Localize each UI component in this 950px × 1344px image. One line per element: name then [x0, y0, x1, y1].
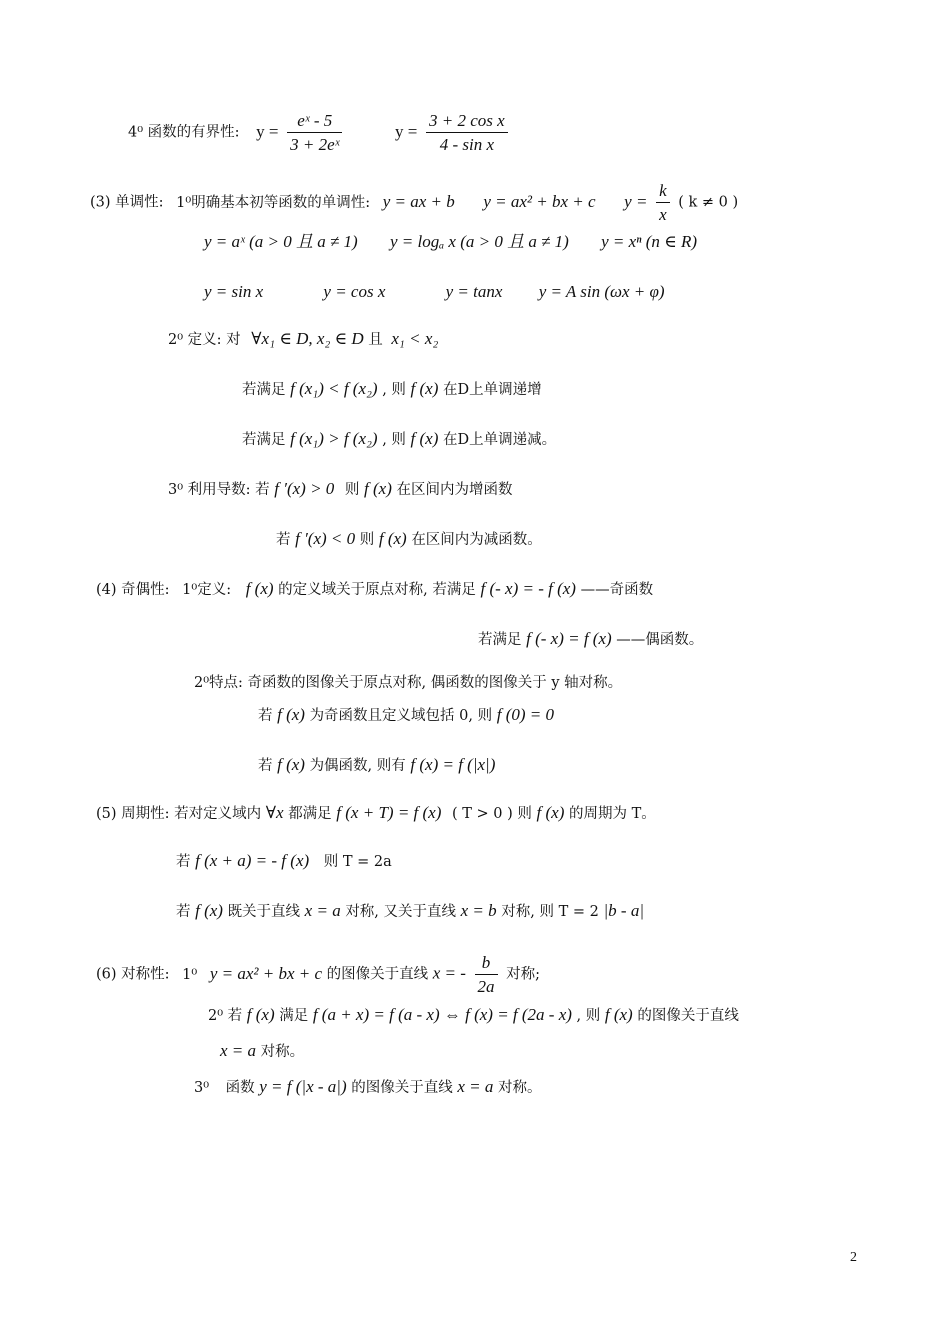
text: 2⁰ [208, 1008, 224, 1024]
text: 若 [276, 532, 291, 548]
formula: x = a [220, 1041, 257, 1060]
period-example-2 [176, 902, 644, 920]
formula-lhs: y = [256, 121, 279, 141]
item-label: 1⁰明确基本初等函数的单调性: [176, 194, 371, 211]
formula: y = ax² + bx + c [483, 191, 596, 211]
text: 若满足 [242, 432, 286, 448]
fraction-numerator: b [475, 954, 498, 975]
formula: f ′(x) > 0 [274, 479, 335, 498]
formula: y = aˣ (a > 0 且 a ≠ 1) [204, 232, 358, 251]
symmetry-line-2 [208, 1006, 739, 1024]
text: 在区间内为减函数。 [411, 532, 542, 548]
formula: y = ax + b [382, 191, 455, 211]
formula: f (x) [604, 1005, 633, 1024]
fraction-numerator: eˣ - 5 [287, 112, 342, 133]
monotonicity-inc [242, 380, 542, 398]
text: 若 [258, 758, 273, 774]
formula: y = cos x [323, 282, 386, 301]
text: 则 [344, 482, 360, 498]
monotonicity-deriv-1 [168, 480, 512, 498]
formula: f (x + T) = f (x) [336, 803, 442, 822]
symmetry-line-1 [96, 954, 540, 995]
text: , 则 [576, 1008, 601, 1024]
text: 的图像关于直线 [351, 1080, 453, 1096]
text: 既关于直线 [227, 904, 301, 920]
monotonicity-line-2 [204, 233, 697, 250]
text: 对称; [506, 966, 541, 983]
text: 若 [227, 1008, 243, 1024]
text: , 则 [382, 382, 406, 398]
page-number: 2 [850, 1250, 857, 1265]
formula: y = logₐ x (a > 0 且 a ≠ 1) [389, 232, 569, 251]
boundedness-line [128, 112, 512, 153]
symmetry-line-2b [220, 1042, 304, 1060]
text: 3⁰ [194, 1080, 210, 1096]
text: 若满足 [242, 382, 286, 398]
formula: f (x) [410, 379, 439, 398]
fraction-numerator: k [656, 182, 670, 203]
formula-lhs: y = [624, 191, 648, 211]
text: 且 [368, 332, 383, 348]
formula: y = ax² + bx + c [209, 963, 323, 983]
text: 在D上单调递增 [442, 382, 542, 398]
parity-even-abs [258, 756, 495, 774]
fraction [475, 954, 498, 995]
parity-line-1 [96, 580, 653, 598]
text: 的图像关于直线 [637, 1008, 739, 1024]
symmetry-line-3 [194, 1078, 542, 1096]
formula: f ′(x) < 0 [295, 529, 356, 548]
formula: f (x) [364, 479, 392, 498]
formula: f (x) [536, 803, 565, 822]
text: , 则 [382, 432, 406, 448]
text: 的周期为 T。 [568, 806, 656, 822]
period-line-1 [96, 804, 656, 822]
formula: f (x) [277, 705, 305, 724]
text: 的定义域关于原点对称, 若满足 [278, 582, 476, 598]
formula: x = a [457, 1077, 494, 1096]
text: 对称。 [260, 1044, 305, 1060]
parity-feature [194, 676, 622, 691]
text: 则 [359, 532, 375, 548]
boundedness-label: 4⁰ 函数的有界性: [128, 124, 240, 141]
fraction [656, 182, 670, 223]
formula: x = b [460, 901, 497, 920]
formula: x = - [432, 963, 466, 983]
text: 则 T = 2a [323, 854, 392, 870]
formula: f (x) [245, 579, 274, 598]
text: 若满足 [478, 632, 522, 648]
text: 对称。 [498, 1080, 542, 1096]
text: 在区间内为增函数 [396, 482, 513, 498]
monotonicity-dec [242, 430, 556, 448]
section-label: (4) 奇偶性: [96, 582, 170, 598]
formula: f (x) [378, 529, 407, 548]
monotonicity-deriv-2 [276, 530, 542, 548]
formula: f (- x) = - f (x) [480, 579, 576, 598]
fraction-denominator: x [659, 205, 667, 224]
formula: f (0) = 0 [496, 705, 555, 724]
text: 函数 [225, 1080, 255, 1096]
formula: y = xⁿ (n ∈ R) [601, 232, 698, 251]
text: 若 [176, 904, 191, 920]
formula-lhs: y = [395, 121, 418, 141]
formula: ∀x₁ ∈ D, x₂ ∈ D [251, 329, 364, 348]
period-example-1 [176, 852, 392, 870]
text: 在D上单调递减。 [442, 432, 557, 448]
text: 为奇函数且定义域包括 0, 则 [309, 708, 493, 724]
fraction-numerator: 3 + 2 cos x [426, 112, 508, 133]
formula: y = A sin (ωx + φ) [538, 282, 665, 301]
formula: y = f (|x - a|) [259, 1077, 347, 1096]
text: 对称, 又关于直线 [345, 904, 457, 920]
formula: f (x) [277, 755, 305, 774]
text: 2⁰特点: 奇函数的图像关于原点对称, 偶函数的图像关于 y 轴对称。 [194, 675, 623, 691]
formula: y = tanx [445, 282, 503, 301]
section-label: (6) 对称性: [96, 966, 170, 983]
formula: f (x) [246, 1005, 275, 1024]
monotonicity-line-3 [204, 283, 665, 300]
formula-condition: ( k ≠ 0 ) [678, 194, 739, 211]
text: 3⁰ 利用导数: 若 [168, 482, 270, 498]
formula: f (x) = f (|x|) [410, 755, 496, 774]
parity-odd-zero [258, 706, 554, 724]
fraction-denominator: 2a [477, 977, 495, 996]
text: 为偶函数, 则有 [309, 758, 406, 774]
formula: f (x) [195, 901, 223, 920]
formula: |b - a| [603, 901, 644, 920]
text: ( T > 0 ) 则 [452, 806, 532, 822]
text: 若 [258, 708, 273, 724]
formula: f (x) [410, 429, 439, 448]
monotonicity-line-1 [90, 182, 738, 223]
section-label: (5) 周期性: 若对定义域内 [96, 806, 262, 822]
monotonicity-def [168, 330, 438, 348]
formula: x₁ < x₂ [391, 329, 439, 348]
text: 1⁰ [182, 966, 198, 983]
fraction-denominator: 4 - sin x [439, 135, 494, 154]
fraction-denominator: 3 + 2eˣ [290, 135, 340, 154]
text: ——奇函数 [580, 582, 654, 598]
fraction [287, 112, 342, 153]
fraction [426, 112, 508, 153]
text: 满足 [279, 1008, 309, 1024]
formula: ∀x [265, 803, 284, 822]
parity-line-2 [478, 630, 703, 648]
formula: f (x₁) > f (x₂) [290, 429, 378, 448]
formula: x = a [304, 901, 341, 920]
text: 若 [176, 854, 191, 870]
text: 对称, 则 T = 2 [501, 904, 599, 920]
definition-label: 2⁰ 定义: 对 [168, 332, 241, 348]
formula: f (x + a) = - f (x) [195, 851, 310, 870]
formula: f (a + x) = f (a - x) ⇔ f (x) = f (2a - x) [312, 1005, 572, 1024]
text: 1⁰定义: [182, 582, 232, 598]
formula: y = sin x [204, 282, 264, 301]
text: 都满足 [288, 806, 332, 822]
text: ——偶函数。 [616, 632, 704, 648]
formula: f (- x) = f (x) [526, 629, 612, 648]
section-label: (3) 单调性: [90, 194, 164, 211]
text: 的图像关于直线 [326, 966, 429, 983]
formula: f (x₁) < f (x₂) [290, 379, 378, 398]
